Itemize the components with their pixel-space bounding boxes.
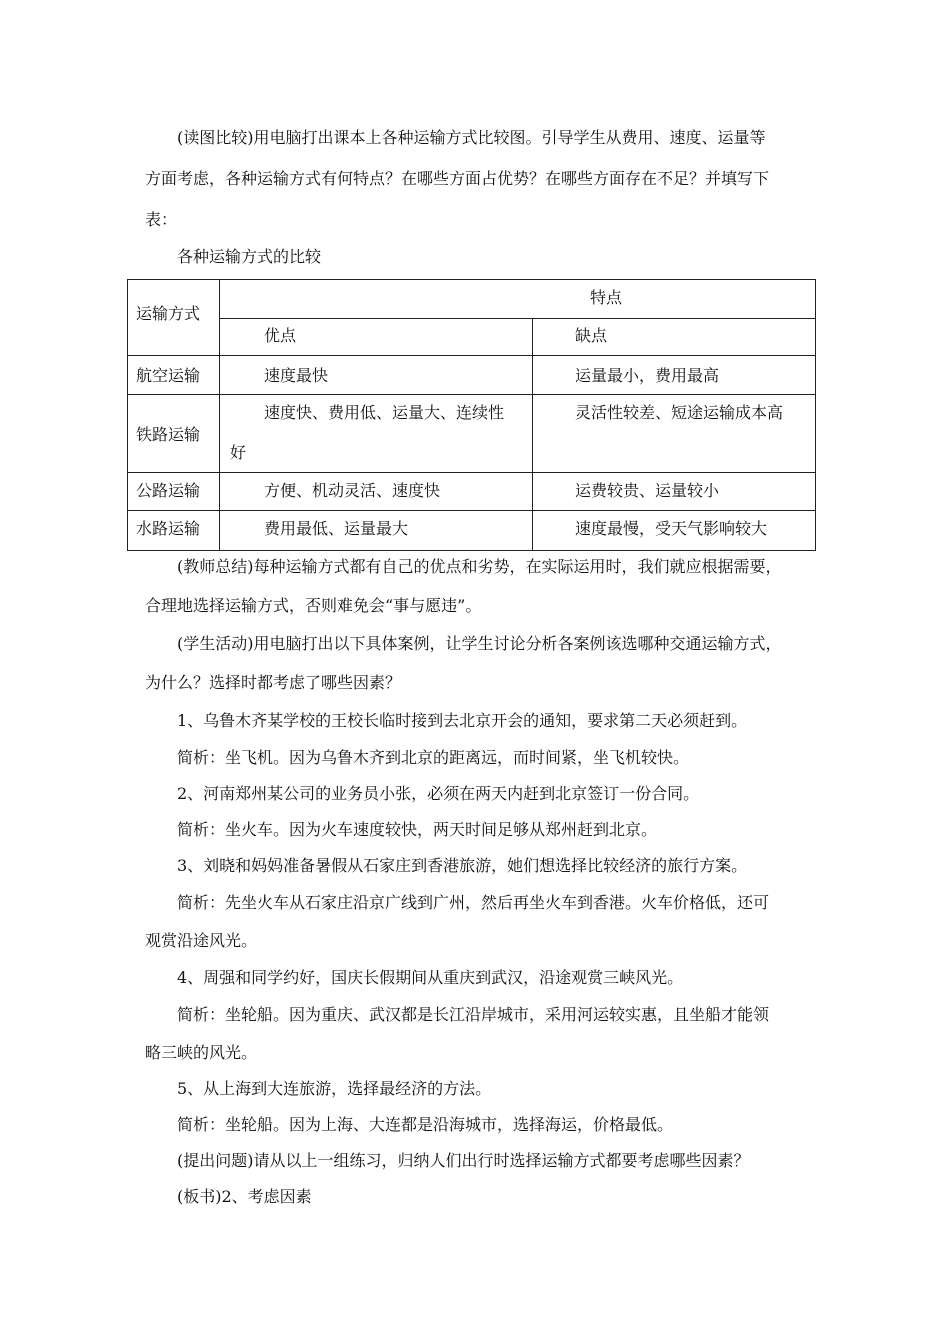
case-5: 5、从上海到大连旅游，选择最经济的方法。 <box>177 1079 492 1098</box>
row-adv-rail-line-1: 速度快、费用低、运量大、连续性 <box>264 403 505 422</box>
row-adv-road: 方便、机动灵活、速度快 <box>264 481 441 500</box>
table-row <box>128 356 816 395</box>
header-mode-cell <box>128 280 220 356</box>
row-dis-water: 速度最慢，受天气影响较大 <box>575 519 768 538</box>
row-dis-air: 运量最小，费用最高 <box>575 366 720 385</box>
activity-line-2: 为什么？选择时都考虑了哪些因素？ <box>145 673 402 692</box>
intro-paragraph-line-2: 方面考虑，各种运输方式有何特点？在哪些方面占优势？在哪些方面存在不足？并填写下 <box>145 169 770 188</box>
header-mode-label: 运输方式 <box>136 304 201 323</box>
header-disadvantages-cell <box>533 318 816 356</box>
intro-paragraph-line-1: (读图比较)用电脑打出课本上各种运输方式比较图。引导学生从费用、速度、运量等 <box>177 128 766 147</box>
case-4: 4、周强和同学约好，国庆长假期间从重庆到武汉，沿途观赏三峡风光。 <box>177 968 684 987</box>
table-title: 各种运输方式的比较 <box>177 247 322 266</box>
case-2: 2、河南郑州某公司的业务员小张，必须在两天内赶到北京签订一份合同。 <box>177 784 700 803</box>
row-mode-road: 公路运输 <box>136 481 201 500</box>
row-adv-air: 速度最快 <box>264 366 329 385</box>
case-3-analysis-line-2: 观赏沿途风光。 <box>145 931 258 950</box>
row-dis-rail: 灵活性较差、短途运输成本高 <box>575 403 784 422</box>
row-adv-rail-line-2: 好 <box>230 443 247 462</box>
header-advantages-label: 优点 <box>264 325 297 345</box>
case-1: 1、乌鲁木齐某学校的王校长临时接到去北京开会的通知，要求第二天必须赶到。 <box>177 711 748 730</box>
intro-paragraph-line-3: 表： <box>145 210 178 229</box>
summary-line-2: 合理地选择运输方式，否则难免会“事与愿违”。 <box>145 596 482 615</box>
row-adv-water: 费用最低、运量最大 <box>264 519 409 538</box>
activity-line-1: (学生活动)用电脑打出以下具体案例，让学生讨论分析各案例该选哪种交通运输方式， <box>177 634 782 653</box>
row-dis-road: 运费较贵、运量较小 <box>575 481 720 500</box>
header-features-cell <box>220 280 816 319</box>
case-3: 3、刘晓和妈妈准备暑假从石家庄到香港旅游，她们想选择比较经济的旅行方案。 <box>177 856 748 875</box>
row-mode-air: 航空运输 <box>136 366 201 385</box>
board-note: (板书)2、考虑因素 <box>177 1187 312 1206</box>
case-3-analysis-line-1: 简析：先坐火车从石家庄沿京广线到广州，然后再坐火车到香港。火车价格低，还可 <box>177 893 770 912</box>
header-disadvantages-label: 缺点 <box>575 325 608 345</box>
case-1-analysis: 简析：坐飞机。因为乌鲁木齐到北京的距离远，而时间紧，坐飞机较快。 <box>177 748 690 767</box>
question-paragraph: (提出问题)请从以上一组练习，归纳人们出行时选择运输方式都要考虑哪些因素？ <box>177 1151 750 1170</box>
table-row <box>128 511 816 551</box>
case-5-analysis: 简析：坐轮船。因为上海、大连都是沿海城市，选择海运，价格最低。 <box>177 1115 674 1134</box>
transport-comparison-table <box>127 279 816 551</box>
header-advantages-cell <box>220 318 533 356</box>
table-row <box>128 473 816 511</box>
header-features-label: 特点 <box>590 288 623 307</box>
case-4-analysis-line-1: 简析：坐轮船。因为重庆、武汉都是长江沿岸城市，采用河运较实惠，且坐船才能领 <box>177 1005 770 1024</box>
row-mode-water: 水路运输 <box>136 519 201 538</box>
summary-line-1: (教师总结)每种运输方式都有自己的优点和劣势，在实际运用时，我们就应根据需要， <box>177 557 782 576</box>
case-2-analysis: 简析：坐火车。因为火车速度较快，两天时间足够从郑州赶到北京。 <box>177 820 658 839</box>
table-row <box>128 395 816 473</box>
row-mode-rail: 铁路运输 <box>136 425 201 444</box>
case-4-analysis-line-2: 略三峡的风光。 <box>145 1043 258 1062</box>
